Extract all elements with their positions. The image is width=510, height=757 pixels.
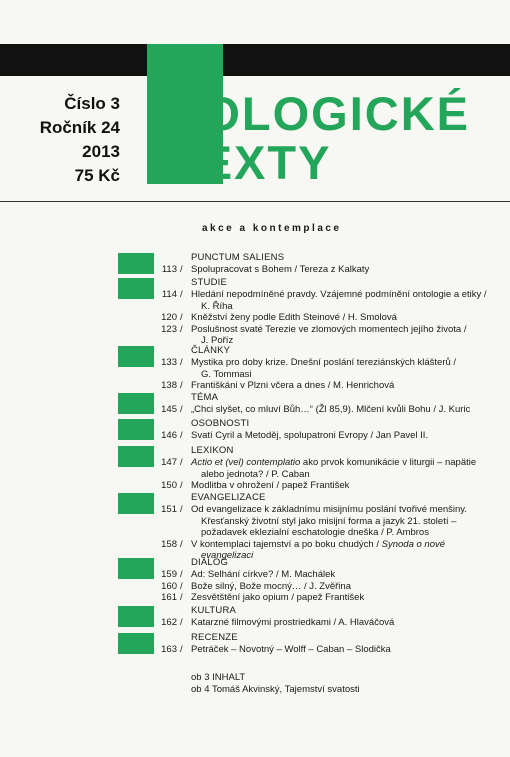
section-name: DIALOG <box>191 557 229 568</box>
entry-page: 151 <box>161 504 177 515</box>
back-matter-label: ob 3 <box>191 672 213 683</box>
entry-title: Spolupracovat s Bohem / Tereza z Kalkaty <box>191 264 370 275</box>
entry-page: 113 <box>161 264 177 275</box>
entry-page: 133 <box>161 357 177 368</box>
section-name: EVANGELIZACE <box>191 492 266 503</box>
section-marker <box>118 558 154 579</box>
entry-page: 163 <box>161 644 177 655</box>
entry-separator: / <box>180 404 183 415</box>
volume-number: Ročník 24 <box>39 118 120 137</box>
section-marker <box>118 346 154 367</box>
section-marker <box>118 446 154 467</box>
back-matter-text: INHALT <box>212 672 246 683</box>
entry-title: „Chci slyšet, co mluví Bůh…“ (Žl 85,9). Mlčení kvůli Bohu / J. Kuric <box>191 404 471 415</box>
top-black-bar <box>0 44 510 76</box>
entry-title: Modlitba v ohrožení / papež František <box>191 480 350 491</box>
entry-page: 161 <box>161 592 177 603</box>
entry-title: Mystika pro doby krize. Dnešní poslání tereziánských klášterů / G. Tommasi <box>191 357 457 380</box>
entry-title: Svatí Cyril a Metoděj, spolupatroni Evropy / Jan Pavel II. <box>191 430 429 441</box>
entry-separator: / <box>180 480 183 491</box>
entry-page: 158 <box>161 538 177 550</box>
entry-page: 147 <box>161 457 177 468</box>
back-matter-item[interactable] <box>191 672 245 683</box>
entry-page: 120 <box>161 312 177 323</box>
entry-title: Petráček – Novotný – Wolff – Caban – Slodička <box>191 644 391 655</box>
entry-page: 114 <box>161 289 177 300</box>
issue-number: Číslo 3 <box>64 94 120 113</box>
entry-title: Actio et (vel) contemplatio ako prvok komunikácie v liturgii – napätie alebo jednota? / P. Caban <box>191 457 477 480</box>
section-name: KULTURA <box>191 605 237 616</box>
entry-separator: / <box>180 569 183 580</box>
entry-separator: / <box>180 644 183 655</box>
entry-page: 160 <box>161 580 177 592</box>
entry-page: 123 <box>161 323 177 335</box>
entry-title: Kněžství ženy podle Edith Steinové / H. Smolová <box>191 312 397 323</box>
entry-page: 146 <box>161 430 177 441</box>
section-name: PUNCTUM SALIENS <box>191 252 285 263</box>
section-name: STUDIE <box>191 277 228 288</box>
entry-separator: / <box>180 380 183 391</box>
section-marker <box>118 633 154 654</box>
entry-title: Katarzné filmovými prostriedkami / A. Hlaváčová <box>191 617 395 628</box>
entry-separator: / <box>180 504 183 515</box>
entry-page: 138 <box>161 380 177 391</box>
section-name: ČLÁNKY <box>191 345 231 356</box>
magazine-title-line-2: TEXTY <box>170 136 332 189</box>
entry-separator: / <box>180 323 183 335</box>
entry-separator: / <box>180 430 183 441</box>
issue-subtitle: akce a kontemplace <box>202 223 342 234</box>
back-matter-text: Tomáš Akvinský, Tajemství svatosti <box>211 684 360 695</box>
entry-separator: / <box>180 289 183 300</box>
entry-title: Zesvětštění jako opium / papež František <box>191 592 365 603</box>
section-marker <box>118 253 154 274</box>
issue-year: 2013 <box>82 142 120 161</box>
section-name: OSOBNOSTI <box>191 418 250 429</box>
issue-price: 75 Kč <box>74 166 120 185</box>
section-marker <box>118 393 154 414</box>
section-marker <box>118 493 154 514</box>
back-matter-item[interactable] <box>191 684 360 695</box>
entry-separator: / <box>180 457 183 468</box>
entry-page: 145 <box>161 404 177 415</box>
entry-title: Ad: Selhání církve? / M. Machálek <box>191 569 336 580</box>
entry-title: Poslušnost svaté Terezie ve zlomových momentech jejího života / J. Poříz <box>191 323 467 346</box>
entry-title: Od evangelizace k základnímu misijnímu poslání tvořivé menšiny. Křesťanský životní styl jako misijní forma a jazyk 21. století – požadavek eklezialní eschatologie dneška / P. Ambros <box>191 504 467 538</box>
entry-separator: / <box>180 617 183 628</box>
entry-separator: / <box>180 592 183 603</box>
section-marker <box>118 419 154 440</box>
entry-page: 159 <box>161 569 177 580</box>
section-name: TÉMA <box>191 392 219 403</box>
section-marker <box>118 606 154 627</box>
entry-title: Bože silný, Bože mocný… / J. Zvěřina <box>191 580 351 592</box>
entry-page: 150 <box>161 480 177 491</box>
back-matter-label: ob 4 <box>191 684 212 695</box>
section-name: RECENZE <box>191 632 238 643</box>
entry-title: Hledání nepodmíněné pravdy. Vzájemné podmínění ontologie a etiky / K. Říha <box>191 289 487 312</box>
header-divider <box>0 201 510 202</box>
section-name: LEXIKON <box>191 445 234 456</box>
entry-separator: / <box>180 312 183 323</box>
entry-title: Františkáni v Plzni včera a dnes / M. Henrichová <box>191 380 395 391</box>
entry-page: 162 <box>161 617 177 628</box>
entry-title: V kontemplaci tajemství a po boku chudých / Synoda o nové evangelizaci <box>191 538 446 561</box>
entry-separator: / <box>180 580 183 592</box>
entry-separator: / <box>180 538 183 550</box>
entry-separator: / <box>180 264 183 275</box>
section-marker <box>118 278 154 299</box>
magazine-title-line-1: EOLOGICKÉ <box>170 87 471 140</box>
entry-separator: / <box>180 357 183 368</box>
